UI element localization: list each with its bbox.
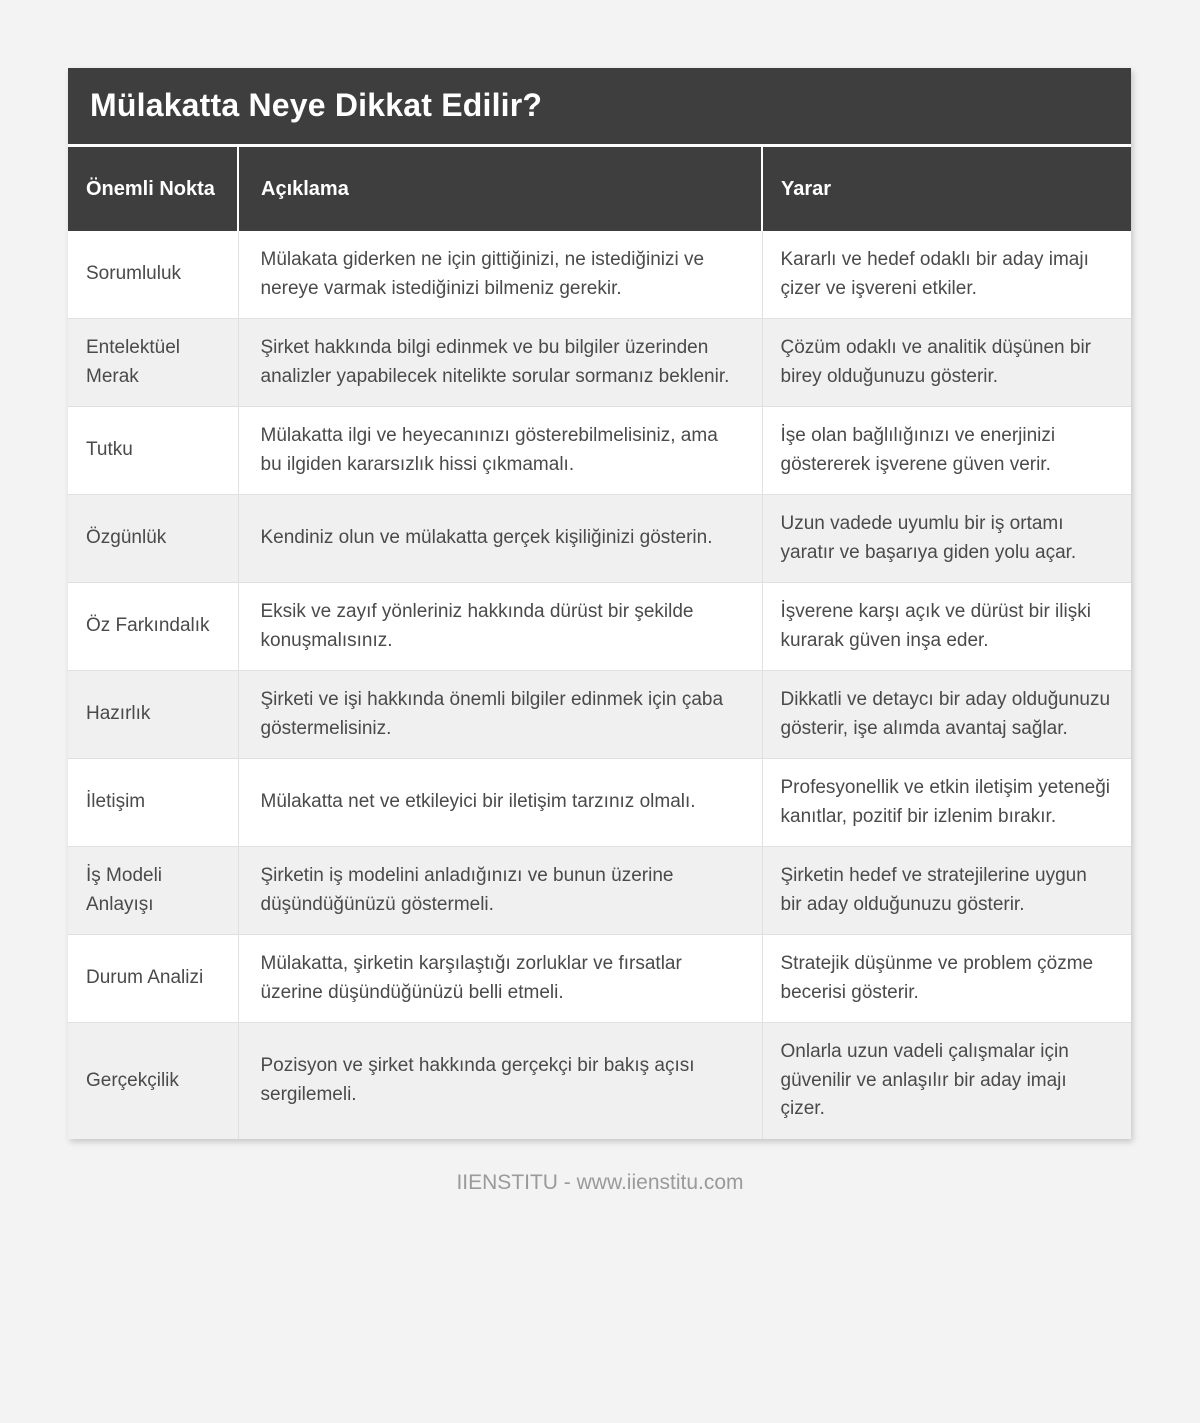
table-row-sorumluluk	[68, 231, 1131, 319]
interview-attention-table	[68, 147, 1131, 1139]
point-cell: Hazırlık	[68, 671, 238, 759]
point-cell: Sorumluluk	[86, 263, 182, 285]
point-cell: Öz Farkındalık	[68, 583, 238, 671]
table-header-row	[68, 147, 1131, 231]
description-cell: Mülakatta, şirketin karşılaştığı zorluklar ve fırsatlar üzerine düşündüğünüzü belli etmeli.	[238, 935, 762, 1023]
benefit-cell: Stratejik düşünme ve problem çözme becerisi gösterir.	[762, 935, 1131, 1023]
benefit-cell: Kararlı ve hedef odaklı bir aday imajı çizer ve işvereni etkiler.	[762, 231, 1131, 319]
description-cell: Şirketi ve işi hakkında önemli bilgiler edinmek için çaba göstermelisiniz.	[238, 671, 762, 759]
page-title: Mülakatta Neye Dikkat Edilir?	[68, 68, 1131, 144]
description-cell: Şirket hakkında bilgi edinmek ve bu bilgiler üzerinden analizler yapabilecek nitelikte sorular sormanız beklenir.	[238, 319, 762, 407]
description-cell: Pozisyon ve şirket hakkında gerçekçi bir bakış açısı sergilemeli.	[238, 1023, 762, 1139]
interview-table-card	[68, 68, 1131, 1139]
description-cell: Kendiniz olun ve mülakatta gerçek kişiliğinizi gösterin.	[238, 495, 762, 583]
table-row-hazirlik	[68, 671, 1131, 759]
point-cell: Durum Analizi	[68, 935, 238, 1023]
table-row-gercekcilik	[68, 1023, 1131, 1139]
description-cell: Mülakatta net ve etkileyici bir iletişim tarzınız olmalı.	[238, 759, 762, 847]
benefit-cell: Onlarla uzun vadeli çalışmalar için güvenilir ve anlaşılır bir aday imajı çizer.	[762, 1023, 1131, 1139]
point-cell: Tutku	[68, 407, 238, 495]
column-header-important-point: Önemli Nokta	[68, 147, 238, 231]
table-row-is-modeli-anlayisi	[68, 847, 1131, 935]
point-cell: Entelektüel Merak	[68, 319, 238, 407]
column-header-benefit: Yarar	[762, 147, 1131, 231]
benefit-cell: Şirketin hedef ve stratejilerine uygun bir aday olduğunuzu gösterir.	[762, 847, 1131, 935]
table-row-ozgunluk	[68, 495, 1131, 583]
point-cell: Özgünlük	[68, 495, 238, 583]
table-row-oz-farkindalik	[68, 583, 1131, 671]
point-cell: İş Modeli Anlayışı	[68, 847, 238, 935]
point-cell: İletişim	[68, 759, 238, 847]
description-cell: Mülakatta ilgi ve heyecanınızı gösterebilmelisiniz, ama bu ilgiden kararsızlık hissi çıkmamalı.	[238, 407, 762, 495]
benefit-cell: Dikkatli ve detaycı bir aday olduğunuzu gösterir, işe alımda avantaj sağlar.	[762, 671, 1131, 759]
column-header-description: Açıklama	[238, 147, 762, 231]
benefit-cell: İşe olan bağlılığınızı ve enerjinizi göstererek işverene güven verir.	[762, 407, 1131, 495]
benefit-cell: Çözüm odaklı ve analitik düşünen bir birey olduğunuzu gösterir.	[762, 319, 1131, 407]
description-cell: Eksik ve zayıf yönleriniz hakkında dürüst bir şekilde konuşmalısınız.	[238, 583, 762, 671]
description-cell: Şirketin iş modelini anladığınızı ve bunun üzerine düşündüğünüzü göstermeli.	[238, 847, 762, 935]
table-row-entelektuel-merak	[68, 319, 1131, 407]
point-cell: Gerçekçilik	[68, 1023, 238, 1139]
footer-credit: IIENSTITU - www.iienstitu.com	[456, 1170, 744, 1194]
description-cell: Mülakata giderken ne için gittiğinizi, ne istediğinizi ve nereye varmak istediğinizi bilmeniz gerekir.	[238, 231, 762, 319]
table-row-durum-analizi	[68, 935, 1131, 1023]
table-row-iletisim	[68, 759, 1131, 847]
benefit-cell: İşverene karşı açık ve dürüst bir ilişki kurarak güven inşa eder.	[762, 583, 1131, 671]
table-row-tutku	[68, 407, 1131, 495]
benefit-cell: Uzun vadede uyumlu bir iş ortamı yaratır ve başarıya giden yolu açar.	[762, 495, 1131, 583]
benefit-cell: Profesyonellik ve etkin iletişim yeteneği kanıtlar, pozitif bir izlenim bırakır.	[762, 759, 1131, 847]
